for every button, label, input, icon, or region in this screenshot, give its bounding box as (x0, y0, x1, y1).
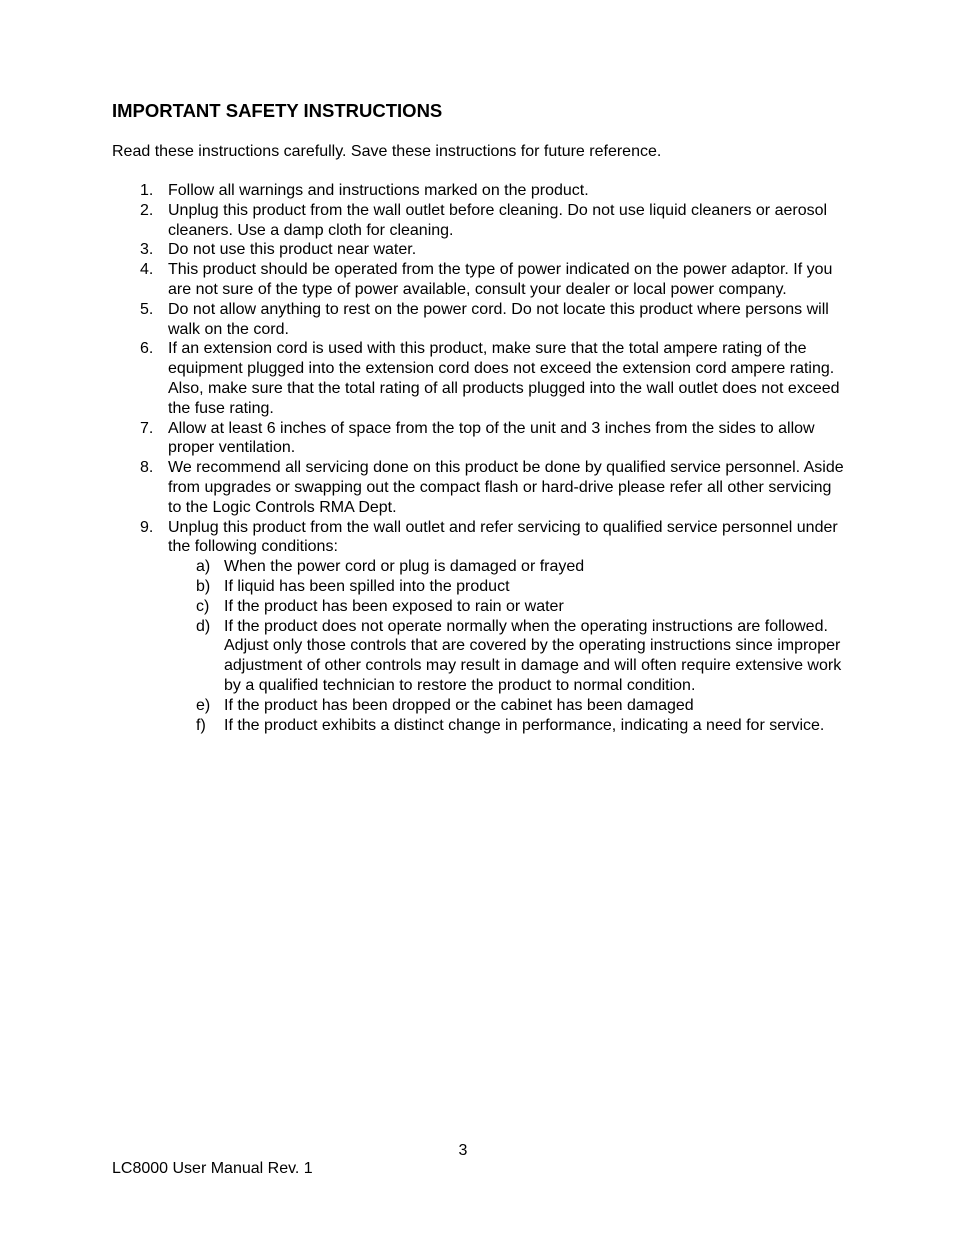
condition-item (168, 716, 847, 736)
item-text: If an extension cord is used with this product, make sure that the total ampere rating of the equipment plugged into the extension cord does not exceed the extension cord ampere rating. Also, make sure that the total rating of all products plugged into the wall outlet does not exceed the fuse rating. (168, 340, 840, 417)
item-number: 3. (140, 241, 154, 259)
condition-item (168, 696, 847, 716)
item-number: 5. (140, 300, 154, 318)
item-text: Unplug this product from the wall outlet before cleaning. Do not use liquid cleaners or aerosol cleaners. Use a damp cloth for cleaning. (168, 201, 828, 239)
condition-letter: e) (196, 696, 211, 714)
condition-item (168, 577, 847, 597)
condition-text: If the product has been dropped or the cabinet has been damaged (224, 696, 694, 714)
instruction-item (112, 240, 847, 260)
condition-list (168, 557, 847, 735)
condition-letter: c) (196, 597, 210, 615)
item-text: We recommend all servicing done on this product be done by qualified service personnel. Aside from upgrades or swapping out the compact flash or hard-drive please refer all other servicing to the Logic Controls RMA Dept. (168, 459, 844, 516)
instruction-item (112, 201, 847, 241)
instruction-item (112, 518, 847, 736)
condition-letter: d) (196, 617, 211, 635)
item-text: Allow at least 6 inches of space from the top of the unit and 3 inches from the sides to allow proper ventilation. (168, 419, 815, 457)
item-number: 2. (140, 201, 154, 219)
footer-text: LC8000 User Manual Rev. 1 (112, 1160, 313, 1177)
item-number: 7. (140, 419, 154, 437)
item-number: 1. (140, 182, 154, 199)
item-text: Follow all warnings and instructions marked on the product. (168, 182, 589, 199)
condition-item (168, 617, 847, 696)
instruction-item (112, 300, 847, 340)
item-text: This product should be operated from the type of power indicated on the power adaptor. If you are not sure of the type of power available, consult your dealer or local power company. (168, 261, 833, 298)
item-text: Unplug this product from the wall outlet and refer servicing to qualified service personnel under the following conditions: (168, 518, 838, 556)
condition-item (168, 597, 847, 617)
item-number: 9. (140, 518, 154, 536)
condition-text: If the product does not operate normally when the operating instructions are followed. Adjust only those controls that are covered by the operating instructions since improper adjustment of other controls may result in damage and will often require extensive work by a qualified technician to restore the product to normal condition. (224, 617, 842, 694)
instruction-item (112, 339, 847, 418)
condition-letter: a) (196, 558, 211, 576)
item-number: 6. (140, 340, 154, 358)
instruction-item (112, 458, 847, 517)
page-number: 3 (458, 1142, 468, 1159)
condition-text: If the product exhibits a distinct change in performance, indicating a need for service. (224, 716, 825, 734)
intro-text: Read these instructions carefully. Save these instructions for future reference. (112, 143, 662, 160)
condition-text: If the product has been exposed to rain or water (224, 597, 564, 615)
instructions-list (112, 181, 847, 735)
item-number: 8. (140, 459, 154, 477)
condition-letter: b) (196, 577, 211, 595)
instruction-item (112, 419, 847, 459)
instruction-item (112, 181, 847, 201)
item-text: Do not use this product near water. (168, 241, 417, 259)
condition-item (168, 557, 847, 577)
condition-text: When the power cord or plug is damaged or frayed (224, 558, 585, 576)
item-text: Do not allow anything to rest on the power cord. Do not locate this product where persons will walk on the cord. (168, 300, 829, 338)
page-title: IMPORTANT SAFETY INSTRUCTIONS (112, 100, 443, 121)
condition-text: If liquid has been spilled into the product (224, 577, 510, 595)
item-number: 4. (140, 261, 154, 279)
instruction-item (112, 260, 847, 300)
condition-letter: f) (196, 716, 206, 734)
